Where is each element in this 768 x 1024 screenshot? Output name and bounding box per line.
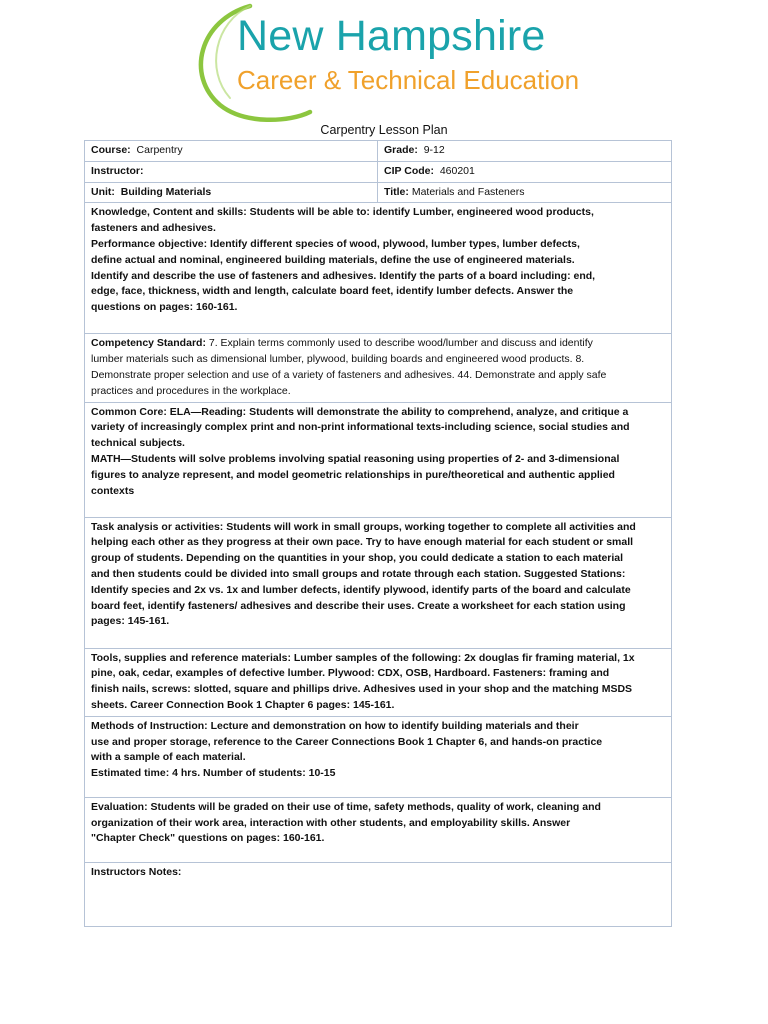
- grade-value: 9-12: [423, 144, 445, 156]
- common-core-section: Common Core: ELA—Reading: Students will demonstrate the ability to comprehend, analyze, and critique a variety of increasingly complex print and non-print informational texts-including science, social studies and technical subjects. MATH—Students will solve problems involving spatial reasoning using properties of 2- and 3-dimensional figures to analyze represent, and model geometric relationships in pure/theoretical and authentic applied contexts: [85, 402, 672, 517]
- instructors-notes-row: [85, 862, 672, 926]
- instructors-notes-section: Instructors Notes:: [85, 862, 672, 926]
- common-core-row: [85, 402, 672, 517]
- header-row-instructor: [85, 161, 672, 182]
- evaluation-section: Evaluation: Students will be graded on their use of time, safety methods, quality of work, cleaning and organization of their work area, interaction with other students, and employability skills. Answer "Chapter Check" questions on pages: 160-161.: [85, 797, 672, 862]
- course-value: Carpentry: [136, 144, 183, 156]
- competency-section: [85, 334, 672, 402]
- document-title: Carpentry Lesson Plan: [320, 123, 448, 137]
- knowledge-row: [85, 203, 672, 334]
- tools-section: Tools, supplies and reference materials: Lumber samples of the following: 2x douglas fir framing material, 1x pine, oak, cedar, examples of defective lumber. Plywood: CDX, OSB, Hardboard. Fasteners: framing and finish nails, screws: slotted, square and phillips drive. Adhesives used in your shop and the matching MSDS sheets. Career Connection Book 1 Chapter 6 pages: 145-161.: [85, 648, 672, 716]
- unit-value: Building Materials: [120, 185, 212, 198]
- evaluation-row: [85, 797, 672, 862]
- header-row-course: [85, 141, 672, 162]
- methods-section: Methods of Instruction: Lecture and demonstration on how to identify building materials and their use and proper storage, reference to the Career Connections Book 1 Chapter 6, and hands-on practice with a sample of each material. Estimated time: 4 hrs. Number of students: 10-15: [85, 716, 672, 797]
- competency-text: 7. Explain terms commonly used to describe wood/lumber and discuss and identify lumber materials such as dimensional lumber, plywood, building boards and engineered wood products. 8. Demonstrate proper selection and use of a variety of fasteners and adhesives. 44. Demonstrate and apply safe practices and procedures in the workplace.: [91, 337, 607, 397]
- lesson-plan-table: [84, 140, 672, 927]
- header-row-unit: [85, 182, 672, 203]
- title-label: Title:: [384, 185, 409, 198]
- instructor-label: Instructor:: [91, 164, 144, 177]
- logo-line-2: Career & Technical Education: [237, 65, 580, 95]
- logo-line-1: New Hampshire: [237, 12, 546, 60]
- tools-row: [85, 648, 672, 716]
- competency-label: Competency Standard:: [91, 337, 206, 350]
- cip-code-label: CIP Code:: [384, 164, 434, 177]
- task-analysis-section: Task analysis or activities: Students will work in small groups, working together to complete all activities and helping each other as they progress at their own pace. Try to have enough material for each student or small group of students. Depending on the quantities in your shop, you could dedicate a station to each material and then students could be divided into small groups and rotate through each station. Suggested Stations: Identify species and 2x vs. 1x and lumber defects, identify plywood, identify parts of the board and calculate board feet, identify fasteners/ adhesives and describe their uses. Create a worksheet for each station using pages: 145-161.: [85, 517, 672, 648]
- cip-code-value: 460201: [439, 164, 475, 177]
- competency-row: [85, 334, 672, 402]
- title-value: Materials and Fasteners: [411, 185, 525, 198]
- grade-label: Grade:: [384, 144, 418, 156]
- knowledge-section: Knowledge, Content and skills: Students will be able to: identify Lumber, engineered wood products, fasteners and adhesives. Performance objective: Identify different species of wood, plywood, lumber types, lumber defects, define actual and nominal, engineered building materials, define the use of engineered materials. Identify and describe the use of fasteners and adhesives. Identify the parts of a board including: end, edge, face, thickness, width and length, calculate board feet, identify lumber defects. Answer the questions on pages: 160-161.: [85, 203, 672, 334]
- task-analysis-row: [85, 517, 672, 648]
- unit-label: Unit:: [91, 185, 115, 198]
- course-label: Course:: [91, 144, 131, 156]
- methods-row: [85, 716, 672, 797]
